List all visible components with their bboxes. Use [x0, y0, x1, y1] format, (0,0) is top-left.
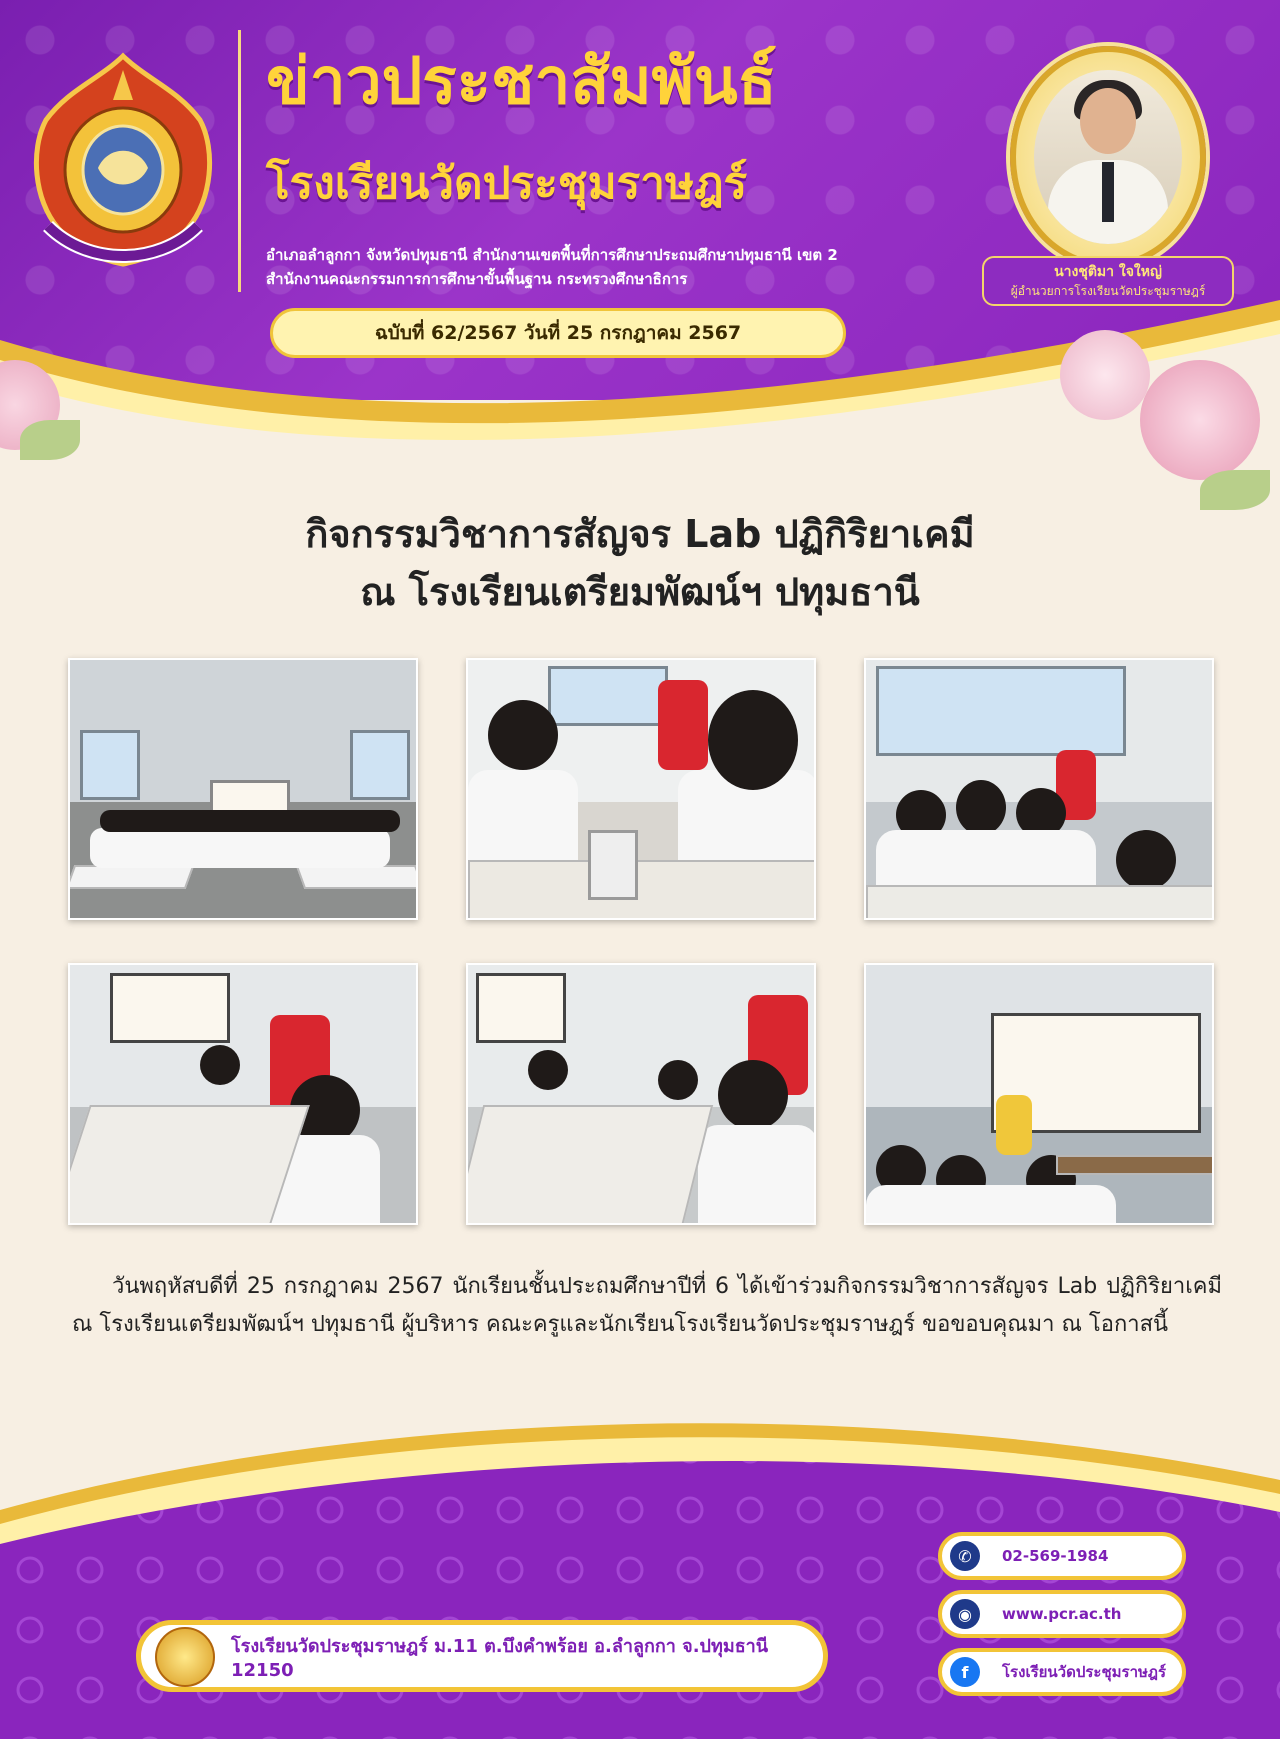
facebook-icon: f [950, 1657, 980, 1687]
photo-classroom-presentation [864, 963, 1214, 1225]
director-name-plate [982, 256, 1234, 306]
flower-decoration-right-2 [1060, 330, 1150, 420]
issue-badge [270, 308, 846, 358]
director-photo [1034, 70, 1182, 244]
news-body-text: วันพฤหัสบดีที่ 25 กรกฎาคม 2567 นักเรียนชั้นประถมศึกษาปีที่ 6 ได้เข้าร่วมกิจกรรมวิชาการสัญจร Lab ปฏิกิริยาเคมี ณ โรงเรียนเตรียมพัฒน์ฯ ปทุมธานี ผู้บริหาร คณะครูและนักเรียนโรงเรียนวัดประชุมราษฎร์ ขอขอบคุณมา ณ โอกาสนี้ [72, 1274, 1222, 1337]
director-title: ผู้อำนวยการโรงเรียนวัดประชุมราษฎร์ [1010, 284, 1206, 298]
headline-line-2: ณ โรงเรียนเตรียมพัฒน์ฯ ปทุมธานี [360, 570, 920, 614]
contact-phone[interactable] [938, 1532, 1186, 1580]
photo-students-beaker [466, 658, 816, 920]
globe-icon: ◉ [950, 1599, 980, 1629]
headline-line-1: กิจกรรมวิชาการสัญจร Lab ปฏิกิริยาเคมี [305, 512, 975, 556]
director-name: นางชุติมา ใจใหญ่ [1054, 264, 1162, 280]
portrait-frame [1010, 46, 1206, 268]
subtitle-agency: สำนักงานคณะกรรมการการศึกษาขั้นพื้นฐาน กระทรวงศึกษาธิการ [266, 270, 688, 288]
flower-decoration-right-3 [1200, 470, 1270, 510]
flower-decoration-left-2 [20, 420, 80, 460]
website-url: www.pcr.ac.th [1002, 1605, 1122, 1623]
photo-boy-smiling [466, 963, 816, 1225]
facebook-page: โรงเรียนวัดประชุมราษฎร์ [1002, 1663, 1167, 1681]
photo-group-lab [68, 658, 418, 920]
director-portrait [996, 46, 1220, 276]
phone-number: 02-569-1984 [1002, 1547, 1109, 1565]
school-logo-small [155, 1627, 215, 1687]
contact-facebook[interactable] [938, 1648, 1186, 1696]
photo-students-thumbs-up [864, 658, 1214, 920]
phone-icon: ✆ [950, 1541, 980, 1571]
news-headline [140, 505, 1140, 621]
header-divider [238, 30, 241, 292]
contact-website[interactable] [938, 1590, 1186, 1638]
issue-text: ฉบับที่ 62/2567 วันที่ 25 กรกฎาคม 2567 [374, 322, 742, 344]
school-name-title: โรงเรียนวัดประชุมราษฎร์ [266, 158, 748, 209]
school-logo [28, 50, 218, 270]
flower-decoration-right [1140, 360, 1260, 480]
subtitle-location: อำเภอลำลูกกา จังหวัดปทุมธานี สำนักงานเขตพื้นที่การศึกษาประถมศึกษาปทุมธานี เขต 2 [266, 246, 838, 264]
photo-boys-experiment [68, 963, 418, 1225]
page-title: ข่าวประชาสัมพันธ์ [266, 45, 777, 119]
address-badge [136, 1620, 828, 1692]
photo-face [1080, 88, 1136, 154]
photo-tie [1102, 162, 1114, 222]
school-address: โรงเรียนวัดประชุมราษฎร์ ม.11 ต.บึงคำพร้อย อ.ลำลูกกา จ.ปทุมธานี 12150 [231, 1636, 769, 1681]
